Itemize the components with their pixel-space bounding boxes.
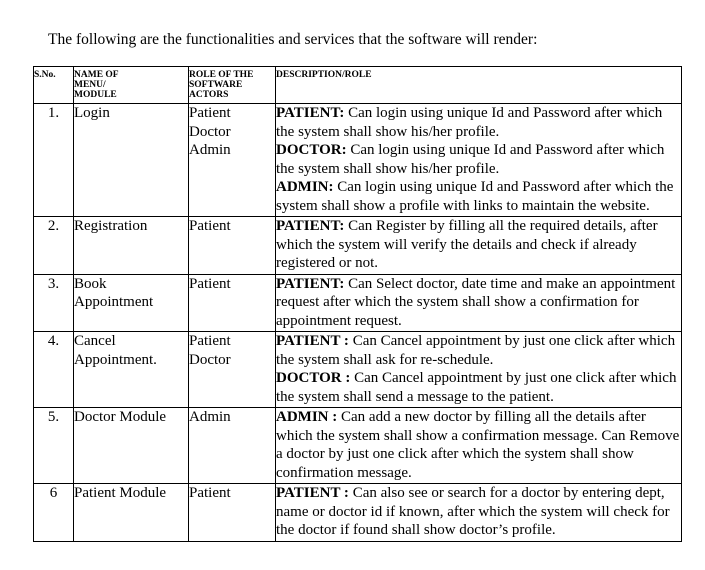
functionality-table — [33, 66, 682, 542]
description-entry — [276, 178, 681, 215]
header-name-line: MENU/ — [74, 80, 106, 90]
description-text: Can login using unique Id and Password after which the system shall show his/her profile. — [276, 142, 665, 177]
table-row — [34, 104, 682, 217]
row-module-name: Registration — [74, 217, 189, 275]
table-row — [34, 332, 682, 408]
row-module-name: Doctor Module — [74, 408, 189, 484]
description-text: Can login using unique Id and Password after which the system shall show his/her profile. — [276, 105, 663, 140]
table-row — [34, 484, 682, 542]
header-role-line: ROLE OF THE — [189, 70, 254, 80]
header-role — [189, 67, 276, 104]
intro-text: The following are the functionalities and services that the software will render: — [48, 31, 538, 48]
role-label: Patient — [189, 218, 231, 234]
row-roles — [189, 484, 276, 542]
table-row — [34, 217, 682, 275]
row-description — [276, 274, 682, 332]
row-sno: 3. — [34, 274, 74, 332]
description-text: Can add a new doctor by filling all the details after which the system shall show a confirmation message. Can Remove a doctor by just one click after which the system shall show confirmation message. — [276, 409, 680, 481]
table-row — [34, 274, 682, 332]
description-entry — [276, 408, 681, 482]
row-description — [276, 104, 682, 217]
description-entry — [276, 141, 681, 178]
actor-label: DOCTOR: — [276, 142, 347, 158]
row-sno: 4. — [34, 332, 74, 408]
row-roles — [189, 217, 276, 275]
actor-label: PATIENT : — [276, 333, 349, 349]
table-header-row — [34, 67, 682, 104]
role-label: Admin — [189, 142, 231, 158]
actor-label: PATIENT: — [276, 218, 345, 234]
role-label: Doctor — [189, 123, 231, 140]
actor-label: PATIENT : — [276, 485, 349, 501]
row-module-name: Patient Module — [74, 484, 189, 542]
description-text: Can Register by filling all the required details, after which the system will verify the details and check if already registered or not. — [276, 218, 658, 271]
actor-label: ADMIN: — [276, 179, 334, 195]
row-module-name: Cancel Appointment. — [74, 332, 189, 408]
header-role-line: SOFTWARE — [189, 80, 243, 90]
description-text: Can login using unique Id and Password after which the system shall show a profile with links to maintain the website. — [276, 179, 674, 214]
row-description — [276, 332, 682, 408]
row-sno: 2. — [34, 217, 74, 275]
role-label: Patient — [189, 105, 231, 121]
row-sno: 6 — [34, 484, 74, 542]
role-label: Patient — [189, 275, 231, 292]
actor-label: PATIENT: — [276, 105, 345, 121]
row-sno: 1. — [34, 104, 74, 217]
row-roles — [189, 332, 276, 408]
role-label: Admin — [189, 409, 231, 425]
actor-label: PATIENT: — [276, 275, 345, 292]
description-text: Can Cancel appointment by just one click after which the system shall send a message to the patient. — [276, 370, 677, 405]
description-entry — [276, 484, 681, 540]
row-module-name: Book Appointment — [74, 274, 189, 332]
actor-label: DOCTOR : — [276, 370, 351, 386]
header-name-line: NAME OF — [74, 70, 119, 80]
description-text: Can also see or search for a doctor by entering dept, name or doctor id if known, after which the system will check for the doctor if found shall show doctor’s profile. — [276, 485, 670, 538]
header-role-line: ACTORS — [189, 90, 229, 100]
actor-label: ADMIN : — [276, 409, 338, 425]
description-entry — [276, 275, 681, 331]
header-desc: DESCRIPTION/ROLE — [276, 67, 682, 104]
role-label: Doctor — [189, 351, 231, 368]
description-text: Can Cancel appointment by just one click after which the system shall ask for re-schedule. — [276, 333, 676, 368]
description-entry — [276, 332, 681, 369]
row-description — [276, 217, 682, 275]
row-description — [276, 408, 682, 484]
row-module-name: Login — [74, 104, 189, 217]
description-entry — [276, 369, 681, 406]
row-sno: 5. — [34, 408, 74, 484]
description-text: Can Select doctor, date time and make an appointment request after which the system shall show a confirmation for appointment request. — [276, 275, 676, 329]
header-name-line: MODULE — [74, 90, 117, 100]
header-sno: S.No. — [34, 67, 74, 104]
role-label: Patient — [189, 333, 231, 349]
description-entry — [276, 217, 681, 273]
header-name — [74, 67, 189, 104]
role-label: Patient — [189, 485, 231, 501]
row-roles — [189, 408, 276, 484]
table-row — [34, 408, 682, 484]
row-roles — [189, 104, 276, 217]
row-description — [276, 484, 682, 542]
description-entry — [276, 104, 681, 141]
row-roles — [189, 274, 276, 332]
